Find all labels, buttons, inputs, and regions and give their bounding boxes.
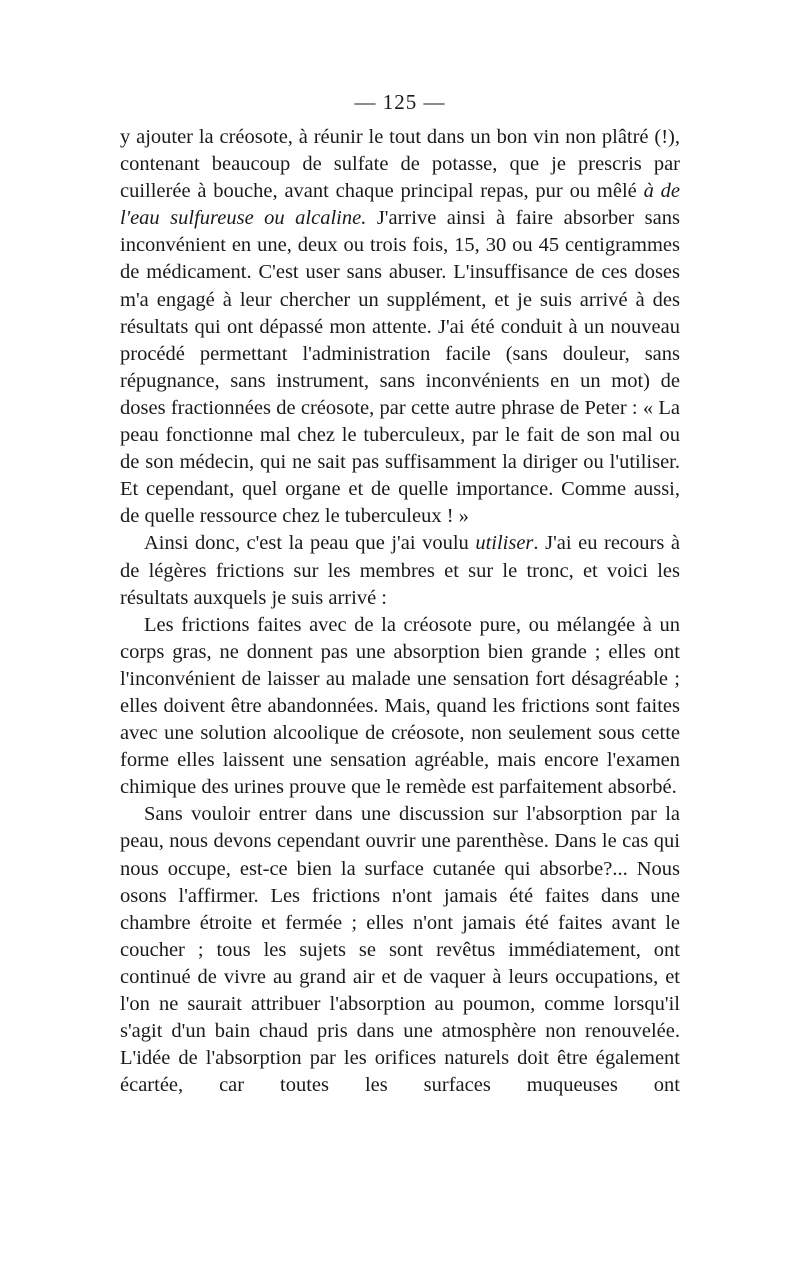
paragraph-1-text-b: J'arrive ainsi à faire absorber sans inconvénient en une, deux ou trois fois, 15, 30 ou 45 centigrammes de médicament. C'est user sans abuser. L'insuffisance de ces doses m'a engagé à leur chercher un supplément, et je suis arrivé à des résultats qui ont dépassé mon attente. J'ai été conduit à un nouveau procédé permettant l'administration facile (sans douleur, sans répugnance, sans instrument, sans inconvénients en un mot) de doses fractionnées de créosote, par cette autre phrase de Peter : « La peau fonctionne mal chez le tuberculeux, par le fait de son mal ou de son médecin, qui ne sait pas suffisamment la diriger ou l'utiliser. Et cependant, quel organe et de quelle importance. Comme aussi, de quelle ressource chez le tuberculeux ! » xyxy=(120,207,680,528)
paragraph-4: Sans vouloir entrer dans une discussion sur l'absorption par la peau, nous devons cependant ouvrir une parenthèse. Dans le cas qui nous occupe, est-ce bien la surface cutanée qui absorbe?... Nous osons l'affirmer. Les frictions n'ont jamais été faites dans une chambre étroite et fermée ; elles n'ont jamais été faites avant le coucher ; tous les sujets se sont revêtus immédiatement, ont continué de vivre au grand air et de vaquer à leurs occupations, et l'on ne saurait attribuer l'absorption au poumon, comme lorsqu'il s'agit d'un bain chaud pris dans une atmosphère non renouvelée. L'idée de l'absorption par les orifices naturels doit être également écartée, car toutes les surfaces muqueuses ont xyxy=(120,803,680,1097)
paragraph-2-text-a: Ainsi donc, c'est la peau que j'ai voulu xyxy=(144,532,476,555)
paragraph-3: Les frictions faites avec de la créosote pure, ou mélangée à un corps gras, ne donnent pas une absorption bien grande ; elles ont l'inconvénient de laisser au malade une sensation fort désagréable ; elles doivent être abandonnées. Mais, quand les frictions sont faites avec une solution alcoolique de créosote, non seulement sous cette forme elles laissent une sensation agréable, mais encore l'examen chimique des urines prouve que le remède est parfaitement absorbé. xyxy=(120,613,680,799)
paragraph-2-text-b: . J'ai eu recours à de légères frictions sur les membres et sur le tronc, et voici les résultats auxquels je suis arrivé : xyxy=(120,532,680,609)
page-number: — 125 — xyxy=(354,90,446,114)
body-text xyxy=(120,124,680,1099)
paragraph-1-text-a: y ajouter la créosote, à réunir le tout dans un bon vin non plâtré (!), contenant beaucoup de sulfate de potasse, que je prescris par cuillerée à bouche, avant chaque principal repas, pur ou mêlé xyxy=(120,126,680,203)
book-page xyxy=(120,88,680,1099)
paragraph-1-italic-phrase: à de l'eau sulfureuse ou alcaline. xyxy=(120,180,681,230)
paragraph-1 xyxy=(120,124,680,530)
paragraph-2-italic-word: utiliser xyxy=(475,532,534,555)
paragraph-2 xyxy=(120,530,680,611)
